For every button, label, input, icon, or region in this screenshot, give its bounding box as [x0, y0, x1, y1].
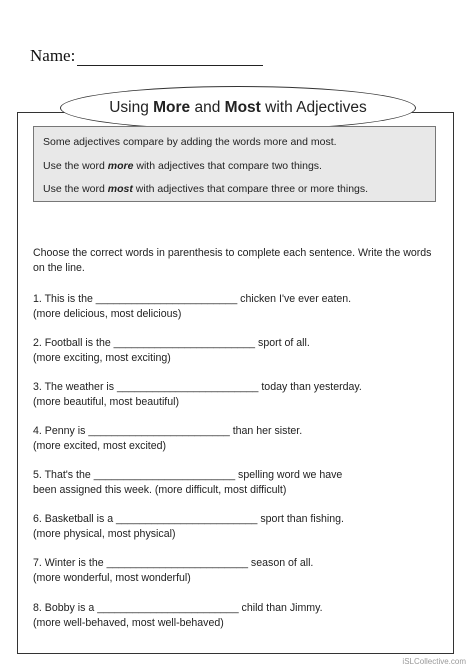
- worksheet-content: [33, 246, 443, 645]
- rule-line-3-start: Use the word: [43, 183, 108, 196]
- question-1-sentence: 1. This is the ________________________ chicken I've ever eaten.: [33, 293, 352, 306]
- worksheet-title: [60, 86, 416, 130]
- name-label: Name:: [30, 46, 76, 65]
- rule-line-1: Some adjectives compare by adding the words more and most.: [43, 136, 337, 148]
- rule-word-more: more: [107, 159, 134, 172]
- question-2-options: (more exciting, most exciting): [33, 352, 171, 365]
- question-6-sentence: 6. Basketball is a ________________________ sport than fishing.: [33, 513, 344, 526]
- question-8-options: (more well-behaved, most well-behaved): [33, 616, 224, 629]
- question-3-options: (more beautiful, most beautiful): [33, 396, 180, 409]
- question-2-sentence: 2. Football is the ________________________ sport of all.: [33, 337, 310, 350]
- rules-box: [33, 126, 436, 202]
- question-2[interactable]: [33, 336, 443, 366]
- question-5[interactable]: [33, 468, 443, 498]
- question-7-options: (more wonderful, most wonderful): [33, 572, 191, 585]
- site-credit: iSLCollective.com: [402, 657, 466, 666]
- rule-line-2-end: with adjectives that compare two things.: [133, 159, 322, 172]
- instructions-text: Choose the correct words in parenthesis to complete each sentence. Write the words on the line.: [33, 247, 432, 275]
- rule-line-2-start: Use the word: [43, 159, 108, 172]
- question-7-sentence: 7. Winter is the ________________________ season of all.: [33, 557, 314, 570]
- question-3[interactable]: [33, 380, 443, 410]
- question-1[interactable]: [33, 292, 443, 322]
- title-most: Most: [224, 99, 261, 116]
- rule-line-3-end: with adjectives that compare three or more things.: [132, 183, 369, 196]
- question-4[interactable]: [33, 424, 443, 454]
- title-more: More: [153, 99, 191, 116]
- rule-line-2: [43, 160, 427, 173]
- question-6-options: (more physical, most physical): [33, 528, 176, 541]
- question-1-options: (more delicious, most delicious): [33, 308, 182, 321]
- question-7[interactable]: [33, 556, 443, 586]
- name-field-row: [30, 46, 263, 66]
- name-blank-line[interactable]: [77, 49, 263, 66]
- question-6[interactable]: [33, 512, 443, 542]
- question-5-options: been assigned this week. (more difficult, most difficult): [33, 484, 287, 497]
- question-4-options: (more excited, most excited): [33, 440, 167, 453]
- question-3-sentence: 3. The weather is ________________________ today than yesterday.: [33, 381, 362, 394]
- question-5-sentence: 5. That's the ________________________ spelling word we have: [33, 469, 343, 482]
- rule-word-most: most: [107, 183, 133, 196]
- question-8[interactable]: [33, 601, 443, 631]
- title-suffix: with Adjectives: [260, 99, 367, 116]
- rule-line-3: [43, 183, 427, 196]
- title-middle: and: [190, 99, 225, 116]
- title-prefix: Using: [109, 99, 154, 116]
- question-4-sentence: 4. Penny is ________________________ than her sister.: [33, 425, 303, 438]
- question-8-sentence: 8. Bobby is a ________________________ child than Jimmy.: [33, 601, 323, 614]
